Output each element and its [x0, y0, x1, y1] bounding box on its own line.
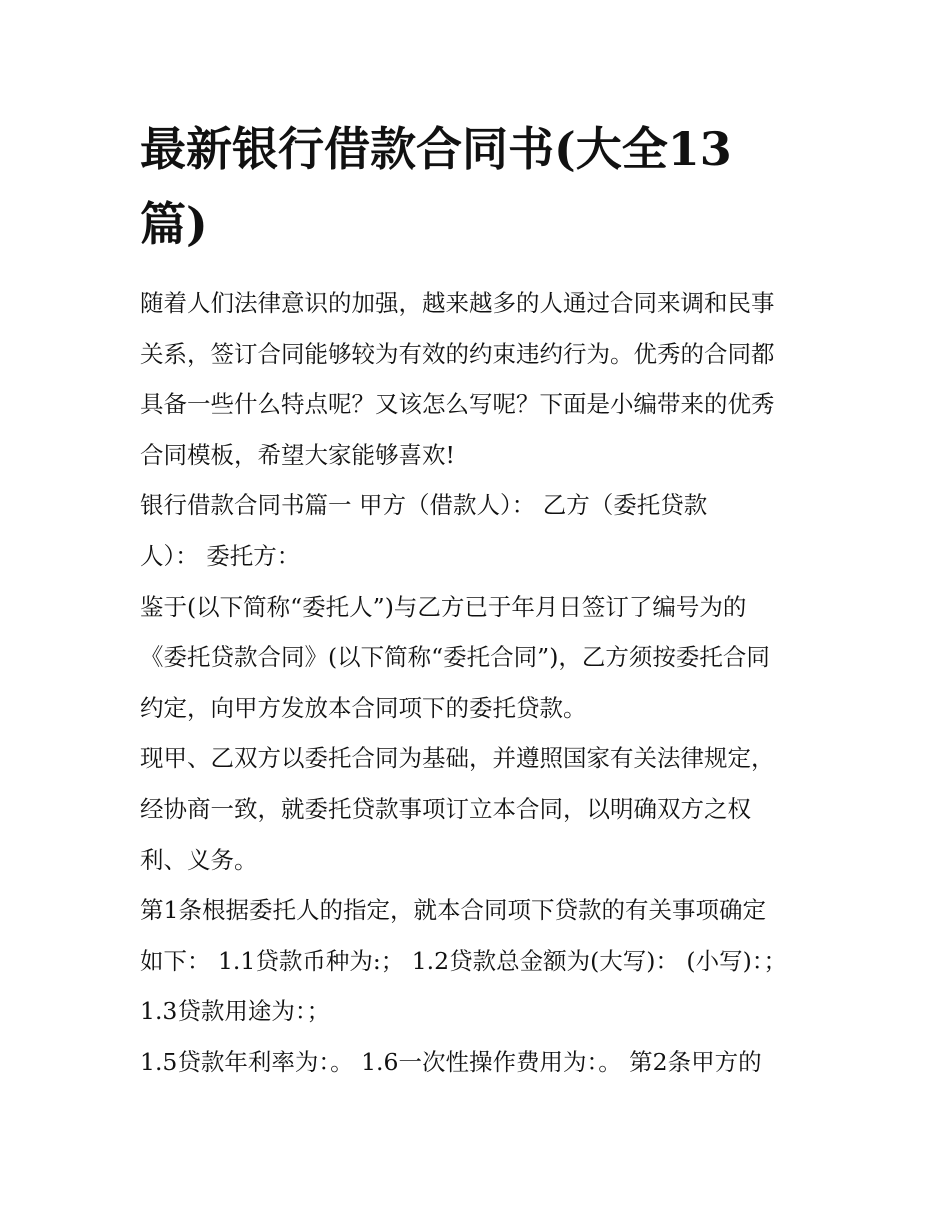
loan-terms-paragraph — [140, 1037, 820, 1088]
text-line: 随着人们法律意识的加强，越来越多的人通过合同来调和民事 — [140, 289, 775, 317]
text-line: 第1条根据委托人的指定，就本合同项下贷款的有关事项确定 — [140, 896, 766, 925]
text-line: 关系，签订合同能够较为有效的约束违约行为。优秀的合同都 — [140, 339, 775, 368]
text-line: 鉴于(以下简称“委托人”)与乙方已于年月日签订了编号为的 — [140, 592, 747, 621]
document-title — [140, 112, 820, 262]
text-line: 约定，向甲方发放本合同项下的委托贷款。 — [140, 693, 587, 722]
text-line: 利、义务。 — [140, 845, 258, 874]
parties-paragraph — [140, 480, 820, 581]
title-line: 最新银行借款合同书(大全13 — [140, 122, 732, 176]
text-line: 现甲、乙双方以委托合同为基础，并遵照国家有关法律规定， — [140, 744, 775, 773]
article-1-paragraph — [140, 885, 820, 1037]
text-line: 经协商一致，就委托贷款事项订立本合同，以明确双方之权 — [140, 794, 751, 823]
document-body — [140, 278, 820, 1088]
text-line: 如下： 1.1贷款币种为:； 1.2贷款总金额为(大写)： (小写)：； — [140, 946, 787, 975]
text-line: 银行借款合同书篇一 甲方（借款人）： 乙方（委托贷款 — [140, 491, 708, 520]
text-line: 合同模板，希望大家能够喜欢! — [140, 440, 455, 469]
intro-paragraph — [140, 278, 820, 480]
text-line: 1.5贷款年利率为：。 1.6一次性操作费用为：。 第2条甲方的 — [140, 1047, 762, 1076]
text-line: 1.3贷款用途为：； — [140, 997, 331, 1026]
text-line: 人）： 委托方： — [140, 541, 301, 570]
agreement-paragraph — [140, 733, 820, 885]
title-line: 篇) — [140, 197, 208, 251]
text-line: 具备一些什么特点呢？又该怎么写呢？下面是小编带来的优秀 — [140, 390, 775, 419]
text-line: 《委托贷款合同》(以下简称“委托合同”)，乙方须按委托合同 — [140, 643, 770, 672]
whereas-paragraph — [140, 582, 820, 734]
